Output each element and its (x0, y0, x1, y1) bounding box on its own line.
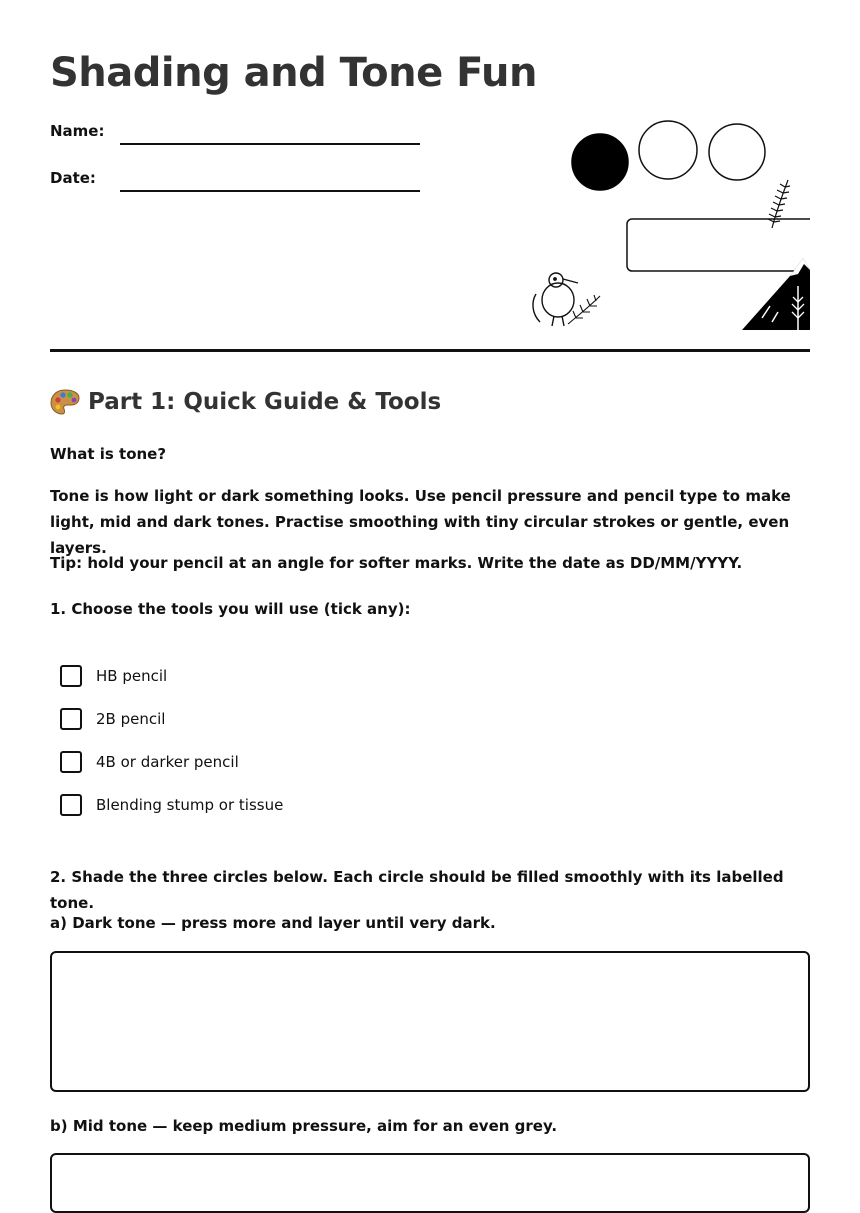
date-field[interactable] (120, 190, 420, 192)
tool-option-label: Blending stump or tissue (96, 796, 284, 814)
tool-option[interactable] (60, 751, 239, 773)
part-b-label: b) Mid tone — keep medium pressure, aim for an even grey. (50, 1117, 558, 1135)
fern-icon (768, 180, 790, 228)
part-a-label: a) Dark tone — press more and layer until very dark. (50, 914, 496, 932)
light-circle-icon (709, 124, 765, 180)
mid-tone-answer-box[interactable] (50, 1153, 810, 1213)
checkbox[interactable] (60, 751, 82, 773)
tone-illustration (528, 118, 810, 332)
mountain-icon (742, 258, 810, 330)
tool-option-label: HB pencil (96, 667, 168, 685)
tool-option-label: 4B or darker pencil (96, 753, 239, 771)
kiwi-bird-icon (533, 273, 578, 326)
label-box (627, 219, 810, 271)
tool-option[interactable] (60, 794, 283, 816)
question-1: 1. Choose the tools you will use (tick any): (50, 600, 411, 618)
dark-tone-answer-box[interactable] (50, 951, 810, 1092)
name-label: Name: (50, 122, 105, 140)
tool-option-label: 2B pencil (96, 710, 166, 728)
sprig-icon (568, 295, 600, 324)
date-label: Date: (50, 169, 96, 187)
mid-circle-icon (639, 121, 697, 179)
tone-description: Tone is how light or dark something looks. Use pencil pressure and pencil type to make light, mid and dark tones. Practise smoothing with tiny circular strokes or gentle, even layers. (50, 487, 791, 557)
checkbox[interactable] (60, 794, 82, 816)
tip-text: Tip: hold your pencil at an angle for softer marks. Write the date as DD/MM/YYYY. (50, 554, 743, 572)
dark-circle-icon (572, 134, 628, 190)
tool-option[interactable] (60, 665, 167, 687)
what-is-tone-heading: What is tone? (50, 445, 167, 463)
palette-icon (50, 388, 80, 416)
page-title: Shading and Tone Fun (50, 50, 537, 96)
checkbox[interactable] (60, 665, 82, 687)
name-field[interactable] (120, 143, 420, 145)
question-2: 2. Shade the three circles below. Each circle should be filled smoothly with its labelled tone. (50, 868, 784, 912)
divider (50, 349, 810, 352)
section-heading (50, 388, 441, 416)
section-heading-text: Part 1: Quick Guide & Tools (88, 389, 442, 415)
checkbox[interactable] (60, 708, 82, 730)
tool-option[interactable] (60, 708, 165, 730)
